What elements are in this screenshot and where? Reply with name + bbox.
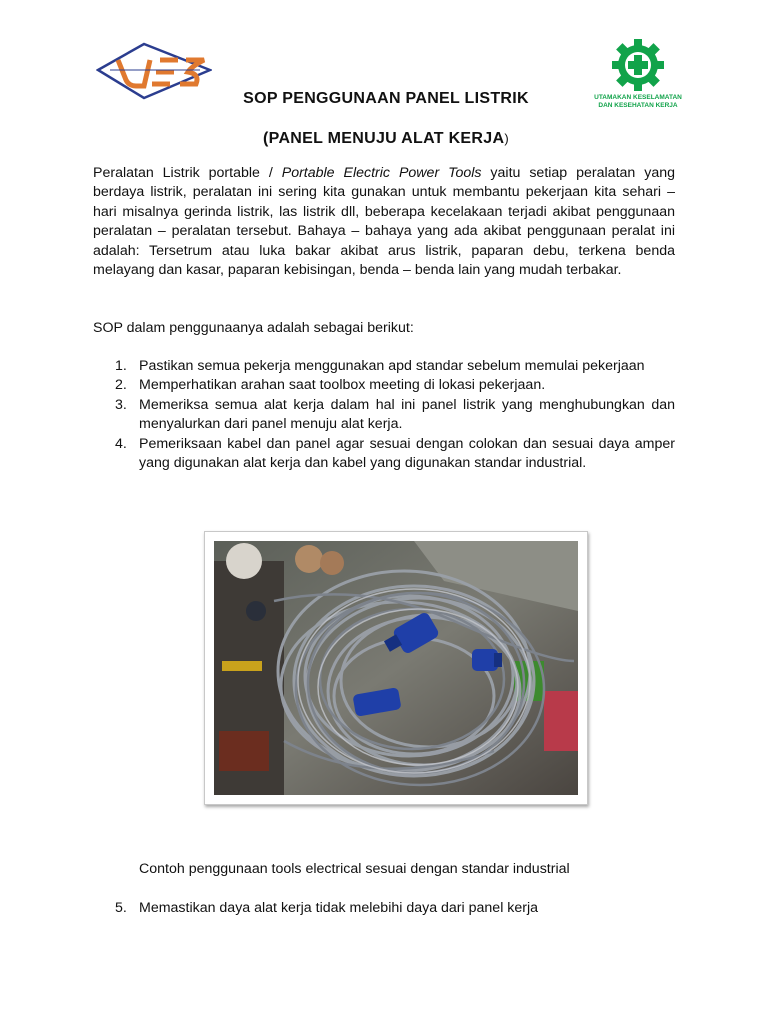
list-item <box>93 376 675 395</box>
list-item <box>93 396 675 435</box>
intro-prefix: Peralatan Listrik portable / <box>93 165 282 181</box>
sop-steps-list <box>93 357 675 473</box>
step-text: Pastikan semua pekerja menggunakan apd standar sebelum memulai pekerjaan <box>139 358 645 374</box>
step-text: Memeriksa semua alat kerja dalam hal ini panel listrik yang menghubungkan dan menyalurkan dari panel menuju alat kerja. <box>139 396 675 433</box>
document-subtitle <box>2 130 768 148</box>
k3-slogan-line2: DAN KESEHATAN KERJA <box>598 102 678 109</box>
list-item <box>93 357 675 376</box>
cable-photo-frame <box>204 531 588 805</box>
step-number: 4. <box>115 435 127 452</box>
intro-italic-term: Portable Electric Power Tools <box>281 165 482 181</box>
list-item <box>93 435 675 474</box>
photo-caption: Contoh penggunaan tools electrical sesuai dengan standar industrial <box>139 861 570 877</box>
sop-intro-text: SOP dalam penggunaanya adalah sebagai berikut: <box>93 320 414 336</box>
step-number: 2. <box>115 377 127 394</box>
subtitle-text: (PANEL MENUJU ALAT KERJA <box>263 130 505 147</box>
step-text: Pemeriksaan kabel dan panel agar sesuai dengan colokan dan sesuai daya amper yang digunakan alat kerja dan kabel yang digunakan standar industrial. <box>139 435 675 472</box>
intro-paragraph <box>93 164 675 280</box>
k3-slogan-line1: UTAMAKAN KESELAMATAN <box>594 94 682 101</box>
step-number: 1. <box>115 358 127 374</box>
step-text: Memastikan daya alat kerja tidak melebihi daya dari panel kerja <box>139 900 539 916</box>
step-number: 5. <box>115 900 127 916</box>
gear-cross-icon <box>608 36 668 94</box>
step-number: 3. <box>115 396 127 413</box>
intro-body: yaitu setiap peralatan yang berdaya listrik, peralatan ini sering kita gunakan untuk membantu pekerjaan kita sehari – hari misalnya gerinda listrik, las listrik dll, beberapa kecelakaan terjadi akibat penggunaan peralatan – peralatan tersebut. Bahaya – bahaya yang ada akibat penggunaan peralat ini adalah: Tersetrum atau luka bakar akibat arus listrik, paparan debu, terkena benda melayang dan kasar, paparan kebisingan, benda – benda lain yang mudah terbakar. <box>93 165 675 279</box>
subtitle-close-paren: ) <box>504 131 509 146</box>
document-title: SOP PENGGUNAAN PANEL LISTRIK <box>243 90 529 107</box>
industrial-cable-photo <box>214 541 578 795</box>
step-text: Memperhatikan arahan saat toolbox meeting di lokasi pekerjaan. <box>139 377 546 394</box>
